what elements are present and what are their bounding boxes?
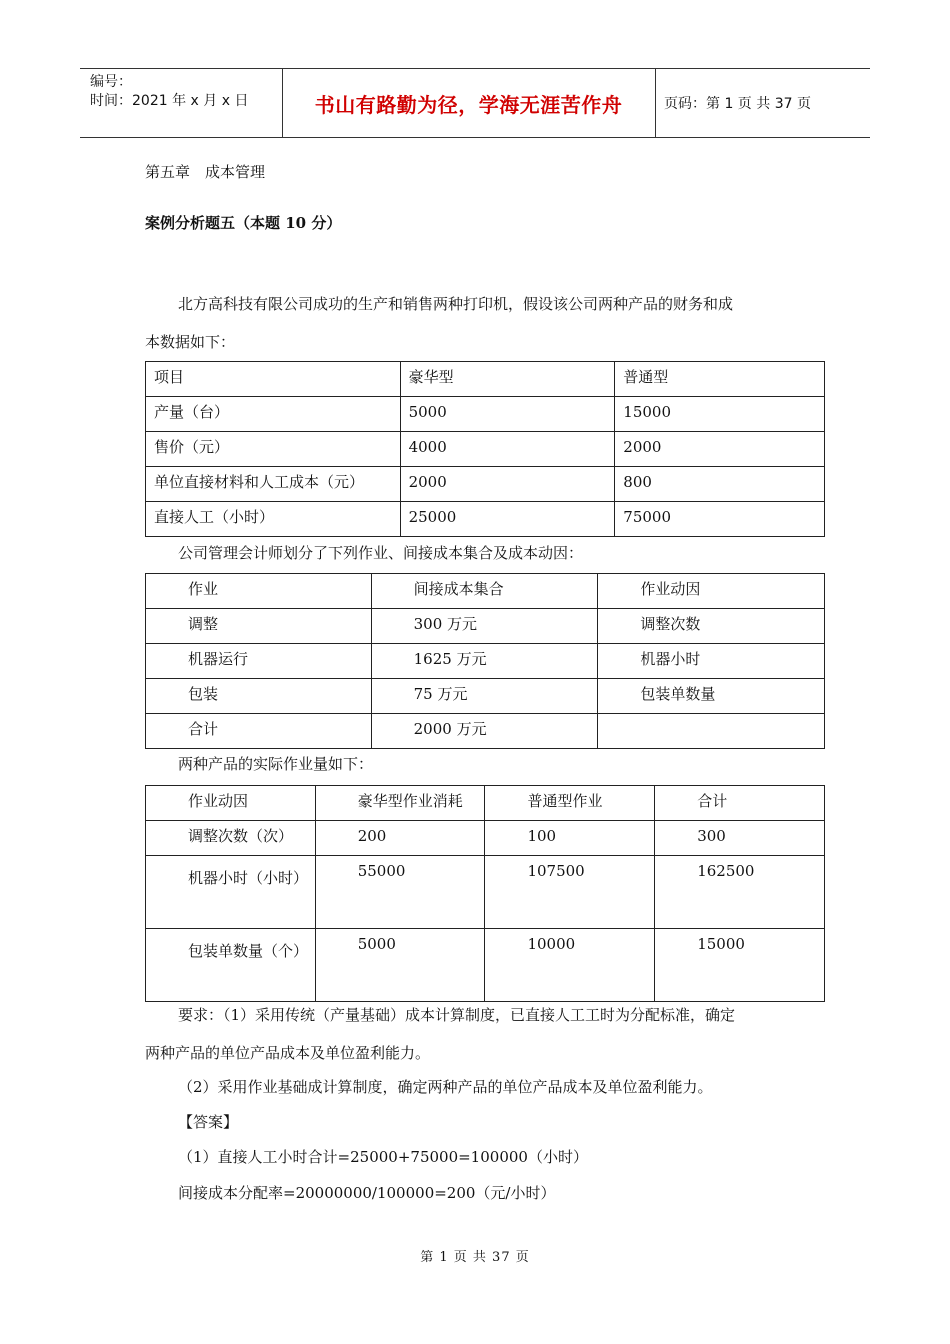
table-row — [146, 574, 825, 609]
table-cell: 调整次数 — [598, 609, 825, 644]
table-cell: 2000 — [400, 467, 615, 502]
table-cell: 107500 — [485, 856, 655, 929]
activity-volume-table — [145, 785, 825, 1002]
table-cell: 调整次数（次） — [146, 821, 316, 856]
table-row — [146, 679, 825, 714]
table-row — [146, 856, 825, 929]
table-row — [146, 432, 825, 467]
answer-line-2: 间接成本分配率=20000000/100000=200（元/小时） — [178, 1184, 556, 1202]
table-cell: 间接成本集合 — [371, 574, 598, 609]
table-cell: 普通型 — [615, 362, 825, 397]
intro-line-2: 本数据如下： — [145, 333, 236, 351]
table-cell: 25000 — [400, 502, 615, 537]
table-cell: 15000 — [615, 397, 825, 432]
page-header — [80, 68, 870, 138]
table-row — [146, 929, 825, 1002]
intro-line-1: 北方高科技有限公司成功的生产和销售两种打印机，假设该公司两种产品的财务和成 — [178, 295, 734, 313]
table-cell: 10000 — [485, 929, 655, 1002]
answer-label: 【答案】 — [178, 1113, 239, 1131]
table-cell: 单位直接材料和人工成本（元） — [146, 467, 401, 502]
product-data-table — [145, 361, 825, 537]
chapter-title: 第五章 成本管理 — [145, 163, 266, 181]
table-cell: 项目 — [146, 362, 401, 397]
table-cell: 162500 — [655, 856, 825, 929]
table-row — [146, 786, 825, 821]
number-label: 编号： — [90, 74, 132, 90]
table-cell: 作业动因 — [598, 574, 825, 609]
page-footer: 第 1 页 共 37 页 — [420, 1250, 530, 1265]
table-cell: 机器运行 — [146, 644, 372, 679]
table-cell: 2000 万元 — [371, 714, 598, 749]
table-cell: 300 万元 — [371, 609, 598, 644]
table-cell: 机器小时 — [598, 644, 825, 679]
table-cell: 包装 — [146, 679, 372, 714]
table-cell: 包装单数量（个） — [146, 929, 316, 1002]
table-row — [146, 609, 825, 644]
table-cell: 豪华型 — [400, 362, 615, 397]
case-title: 案例分析题五（本题 10 分） — [145, 214, 342, 232]
table-cell: 300 — [655, 821, 825, 856]
table-cell: 100 — [485, 821, 655, 856]
table-cell: 800 — [615, 467, 825, 502]
header-meta — [90, 73, 248, 111]
requirement-line-1: 要求：（1）采用传统（产量基础）成本计算制度，已直接人工工时为分配标准，确定 — [178, 1006, 736, 1024]
header-divider — [655, 69, 656, 137]
table3-intro: 两种产品的实际作业量如下： — [178, 755, 374, 773]
table-row — [146, 397, 825, 432]
table-row — [146, 467, 825, 502]
table-cell: 合计 — [655, 786, 825, 821]
activity-cost-table — [145, 573, 825, 749]
requirement-line-2: 两种产品的单位产品成本及单位盈利能力。 — [145, 1044, 431, 1062]
time-label: 时间：2021 年 x 月 x 日 — [90, 93, 249, 109]
table-row — [146, 821, 825, 856]
table-cell: 5000 — [400, 397, 615, 432]
table-row — [146, 502, 825, 537]
table-cell: 75000 — [615, 502, 825, 537]
table-cell: 机器小时（小时） — [146, 856, 316, 929]
table-cell: 售价（元） — [146, 432, 401, 467]
table-row — [146, 644, 825, 679]
table-cell: 4000 — [400, 432, 615, 467]
table-cell: 直接人工（小时） — [146, 502, 401, 537]
table2-intro: 公司管理会计师划分了下列作业、间接成本集合及成本动因： — [178, 544, 584, 562]
table-cell: 产量（台） — [146, 397, 401, 432]
table-cell: 5000 — [315, 929, 485, 1002]
table-cell: 15000 — [655, 929, 825, 1002]
answer-line-1: （1）直接人工小时合计=25000+75000=100000（小时） — [178, 1148, 588, 1166]
table-cell: 普通型作业 — [485, 786, 655, 821]
table-cell: 1625 万元 — [371, 644, 598, 679]
table-row — [146, 362, 825, 397]
table-cell: 包装单数量 — [598, 679, 825, 714]
table-cell: 合计 — [146, 714, 372, 749]
table-cell: 作业动因 — [146, 786, 316, 821]
header-page-info: 页码：第 1 页 共 37 页 — [664, 96, 811, 112]
table-cell: 豪华型作业消耗 — [315, 786, 485, 821]
table-row — [146, 714, 825, 749]
table-cell: 200 — [315, 821, 485, 856]
table-cell: 75 万元 — [371, 679, 598, 714]
requirement-line-3: （2）采用作业基础成计算制度，确定两种产品的单位产品成本及单位盈利能力。 — [178, 1078, 713, 1096]
header-motto: 书山有路勤为径，学海无涯苦作舟 — [314, 93, 623, 117]
table-cell: 55000 — [315, 856, 485, 929]
table-cell — [598, 714, 825, 749]
table-cell: 2000 — [615, 432, 825, 467]
table-cell: 调整 — [146, 609, 372, 644]
table-cell: 作业 — [146, 574, 372, 609]
